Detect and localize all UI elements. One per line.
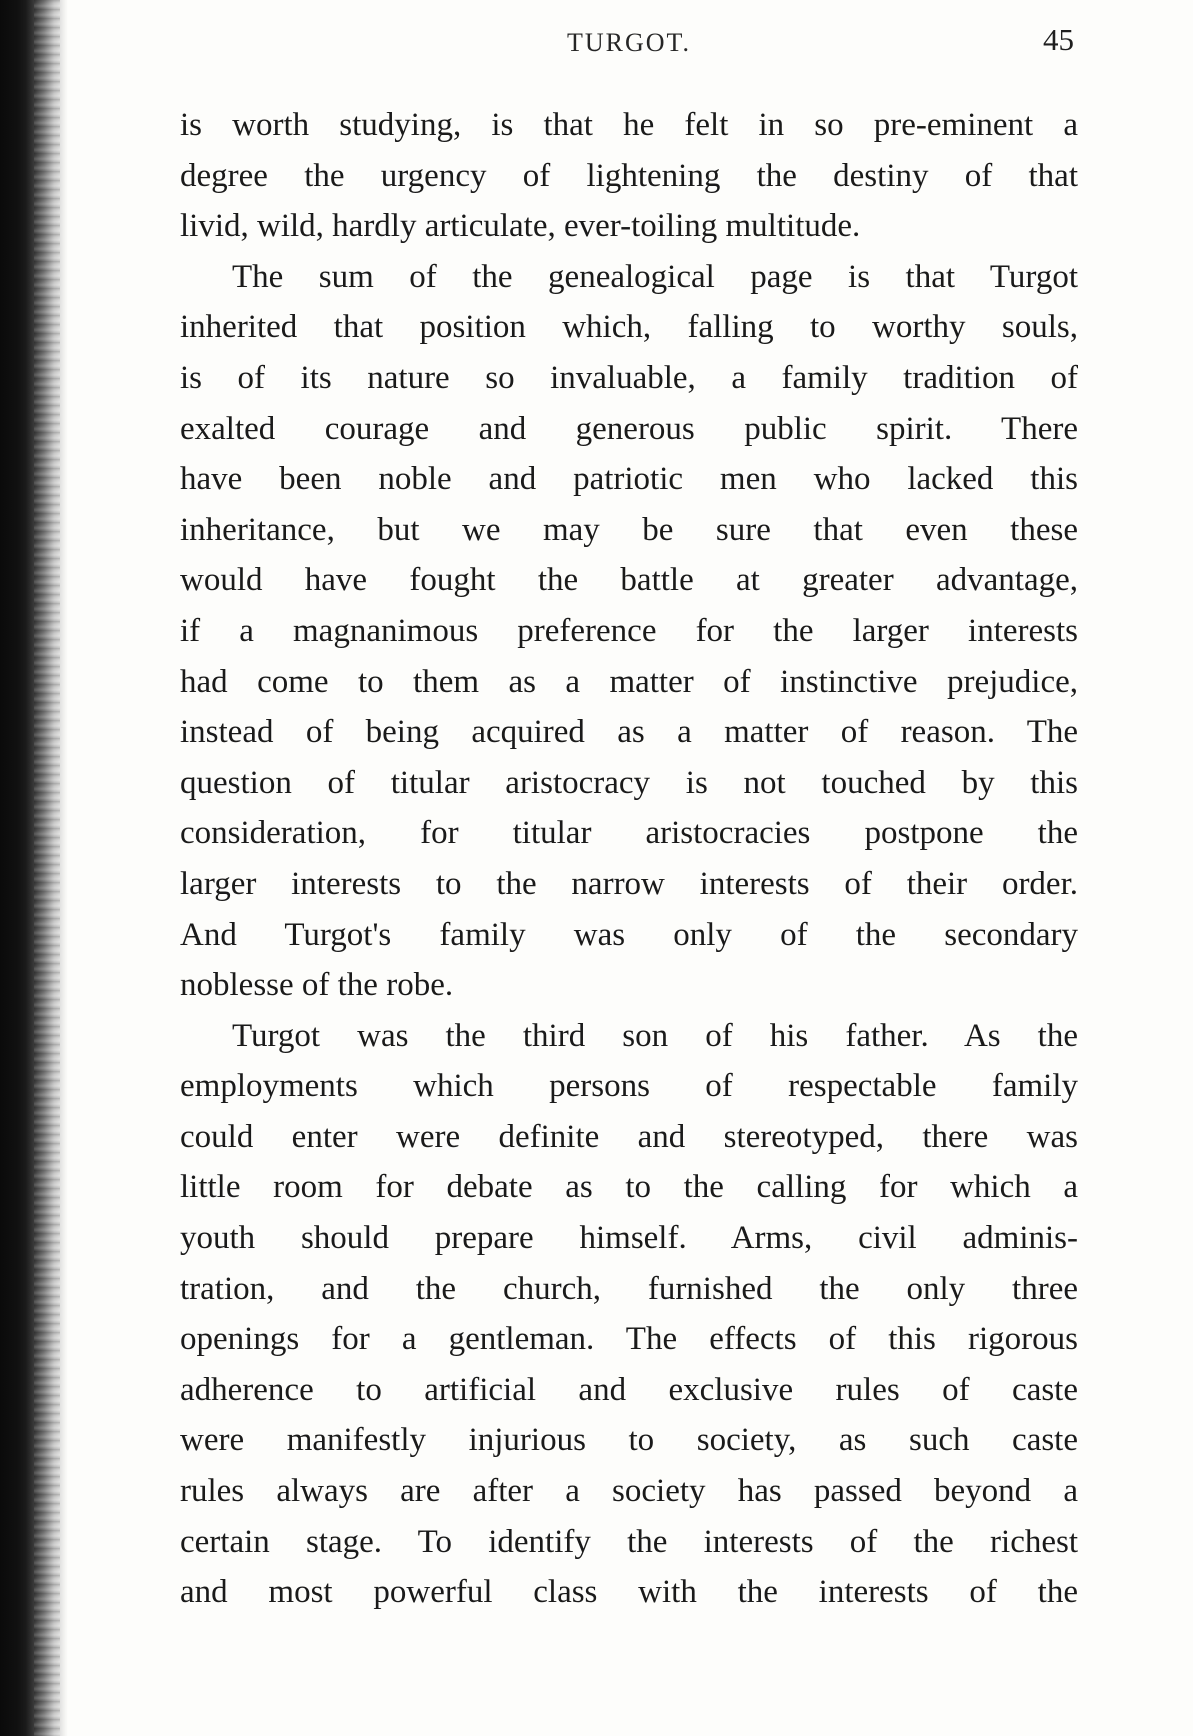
text-line: is worth studying, is that he felt in so pre-eminent a (180, 107, 1078, 143)
text-line: would have fought the battle at greater advantage, (180, 562, 1078, 599)
text-line: had come to them as a matter of instinctive prejudice, (180, 663, 1078, 700)
text-line: tration, and the church, furnished the only three (180, 1270, 1078, 1307)
text-line: rules always are after a society has passed beyond a (180, 1473, 1078, 1510)
text-line: employments which persons of respectable family (180, 1068, 1078, 1105)
text-line: question of titular aristocracy is not touched by this (180, 764, 1078, 801)
text-line: inheritance, but we may be sure that even these (180, 511, 1078, 548)
text-line: openings for a gentleman. The effects of this rigorous (180, 1321, 1078, 1358)
text-line: youth should prepare himself. Arms, civil adminis- (180, 1220, 1078, 1257)
text-line: instead of being acquired as a matter of reason. The (180, 714, 1078, 751)
text-line: The sum of the genealogical page is that Turgot (232, 258, 1078, 295)
running-title: TURGOT. (566, 28, 691, 57)
text-line: and most powerful class with the interests of the (180, 1574, 1078, 1611)
text-line: certain stage. To identify the interests of the richest (180, 1523, 1078, 1560)
scan-gutter-speckle (34, 0, 60, 1736)
text-line: if a magnanimous preference for the larger interests (180, 612, 1078, 649)
text-line: And Turgot's family was only of the secondary (180, 916, 1078, 953)
text-line: Turgot was the third son of his father. As the (232, 1017, 1078, 1054)
text-line: consideration, for titular aristocracies postpone the (180, 815, 1078, 852)
text-line: little room for debate as to the calling for which a (180, 1169, 1078, 1206)
text-line: larger interests to the narrow interests of their order. (180, 865, 1078, 902)
text-line: were manifestly injurious to society, as such caste (180, 1422, 1078, 1459)
text-line: degree the urgency of lightening the destiny of that (180, 157, 1078, 194)
text-line: livid, wild, hardly articulate, ever-toiling multitude. (180, 208, 861, 245)
page-number: 45 (1043, 22, 1074, 57)
text-line: exalted courage and generous public spirit. There (180, 410, 1078, 447)
text-line: adherence to artificial and exclusive rules of caste (180, 1371, 1078, 1408)
text-line: inherited that position which, falling to worthy souls, (180, 309, 1078, 346)
text-line: could enter were definite and stereotyped, there was (180, 1118, 1078, 1155)
text-line: noblesse of the robe. (180, 967, 454, 1004)
text-line: is of its nature so invaluable, a family tradition of (180, 359, 1078, 396)
running-head (180, 22, 1078, 66)
text-line: have been noble and patriotic men who lacked this (180, 461, 1078, 498)
body-text (180, 100, 1078, 1618)
